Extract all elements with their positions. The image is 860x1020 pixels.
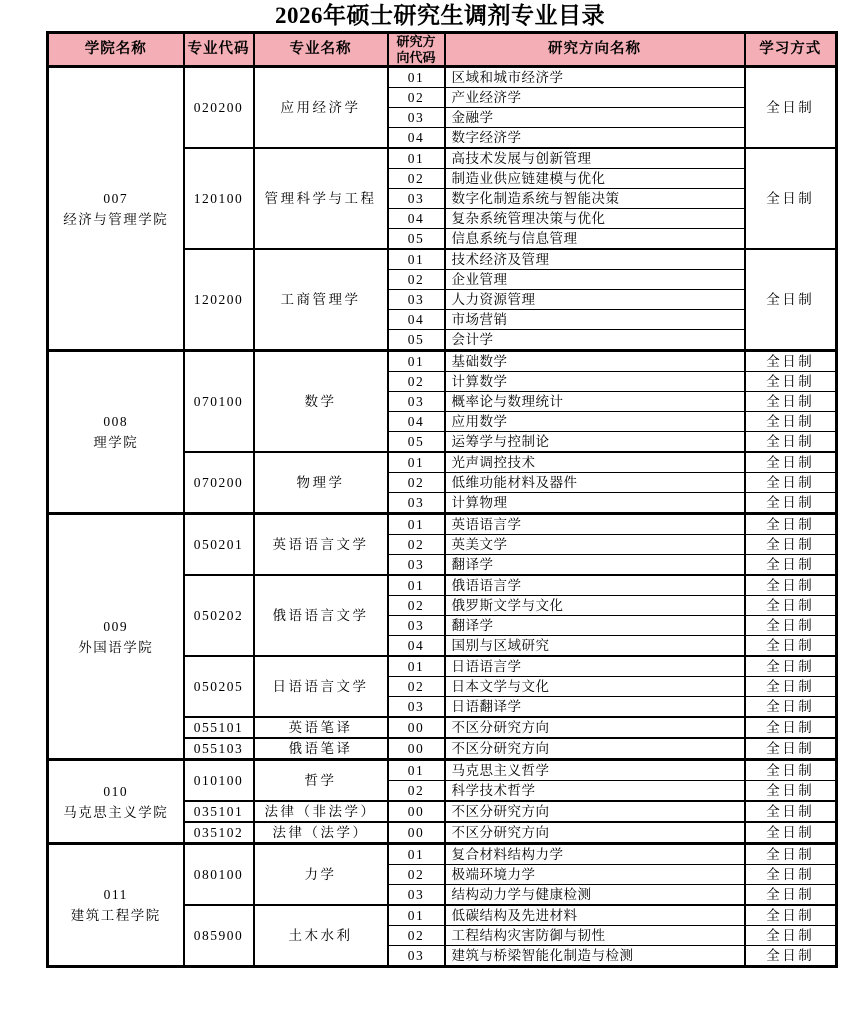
table-row: [48, 844, 837, 865]
major-name-cell: 俄语笔译: [254, 738, 388, 760]
study-mode-cell: 全日制: [745, 717, 837, 738]
study-mode-cell: 全日制: [745, 575, 837, 596]
study-mode-cell: 全日制: [745, 392, 837, 412]
direction-name-cell: 极端环境力学: [445, 865, 745, 885]
major-code-cell: 070100: [184, 351, 254, 453]
college-cell: [48, 351, 184, 514]
major-code-cell: 120100: [184, 148, 254, 249]
direction-name-cell: 区域和城市经济学: [445, 67, 745, 88]
major-code-cell: 020200: [184, 67, 254, 149]
study-mode-cell: 全日制: [745, 473, 837, 493]
col-header-college-name: 学院名称: [48, 33, 184, 67]
direction-code-cell: 03: [388, 946, 445, 967]
direction-name-cell: 会计学: [445, 330, 745, 351]
direction-name-cell: 不区分研究方向: [445, 738, 745, 760]
major-code-cell: 080100: [184, 844, 254, 906]
major-code-cell: 035101: [184, 801, 254, 822]
direction-code-cell: 02: [388, 865, 445, 885]
direction-code-cell: 03: [388, 616, 445, 636]
direction-name-cell: 制造业供应链建模与优化: [445, 169, 745, 189]
study-mode-cell: 全日制: [745, 372, 837, 392]
major-code-cell: 085900: [184, 905, 254, 967]
study-mode-cell: 全日制: [745, 67, 837, 149]
study-mode-cell: 全日制: [745, 946, 837, 967]
study-mode-cell: 全日制: [745, 452, 837, 473]
study-mode-cell: 全日制: [745, 493, 837, 514]
major-name-cell: 数学: [254, 351, 388, 453]
direction-code-cell: 03: [388, 885, 445, 906]
direction-code-cell: 05: [388, 432, 445, 453]
direction-code-cell: 03: [388, 189, 445, 209]
direction-name-cell: 光声调控技术: [445, 452, 745, 473]
major-name-cell: 土木水利: [254, 905, 388, 967]
direction-name-cell: 日语翻译学: [445, 697, 745, 718]
study-mode-cell: 全日制: [745, 844, 837, 865]
major-name-cell: 法律（法学）: [254, 822, 388, 844]
direction-code-cell: 00: [388, 801, 445, 822]
direction-name-cell: 翻译学: [445, 555, 745, 576]
study-mode-cell: 全日制: [745, 432, 837, 453]
direction-code-cell: 03: [388, 697, 445, 718]
major-code-cell: 120200: [184, 249, 254, 351]
study-mode-cell: 全日制: [745, 535, 837, 555]
direction-code-cell: 02: [388, 781, 445, 802]
col-header-major-name: 专业名称: [254, 33, 388, 67]
direction-code-cell: 01: [388, 844, 445, 865]
direction-name-cell: 技术经济及管理: [445, 249, 745, 270]
study-mode-cell: 全日制: [745, 596, 837, 616]
study-mode-cell: 全日制: [745, 926, 837, 946]
direction-code-cell: 01: [388, 514, 445, 535]
direction-code-cell: 02: [388, 169, 445, 189]
college-name: 马克思主义学院: [63, 804, 169, 820]
direction-code-cell: 03: [388, 555, 445, 576]
direction-name-cell: 计算数学: [445, 372, 745, 392]
study-mode-cell: 全日制: [745, 351, 837, 372]
col-header-direction-name: 研究方向名称: [445, 33, 745, 67]
major-name-cell: 管理科学与工程: [254, 148, 388, 249]
major-name-cell: 英语笔译: [254, 717, 388, 738]
direction-code-cell: 03: [388, 108, 445, 128]
major-name-cell: 英语语言文学: [254, 514, 388, 576]
direction-code-cell: 00: [388, 738, 445, 760]
major-name-cell: 力学: [254, 844, 388, 906]
direction-name-cell: 运筹学与控制论: [445, 432, 745, 453]
direction-code-cell: 02: [388, 270, 445, 290]
study-mode-cell: 全日制: [745, 514, 837, 535]
direction-name-cell: 结构动力学与健康检测: [445, 885, 745, 906]
direction-code-cell: 03: [388, 493, 445, 514]
direction-name-cell: 不区分研究方向: [445, 822, 745, 844]
major-code-cell: 050205: [184, 656, 254, 717]
study-mode-cell: 全日制: [745, 148, 837, 249]
study-mode-cell: 全日制: [745, 781, 837, 802]
major-code-cell: 050201: [184, 514, 254, 576]
college-cell: [48, 844, 184, 967]
direction-code-cell: 02: [388, 926, 445, 946]
direction-name-cell: 科学技术哲学: [445, 781, 745, 802]
college-code: 007: [103, 190, 129, 206]
direction-code-cell: 04: [388, 310, 445, 330]
study-mode-cell: 全日制: [745, 822, 837, 844]
direction-code-cell: 01: [388, 656, 445, 677]
table-row: [48, 67, 837, 88]
direction-name-cell: 金融学: [445, 108, 745, 128]
study-mode-cell: 全日制: [745, 738, 837, 760]
direction-name-cell: 数字经济学: [445, 128, 745, 149]
study-mode-cell: 全日制: [745, 697, 837, 718]
direction-name-cell: 不区分研究方向: [445, 801, 745, 822]
table-row: [48, 351, 837, 372]
college-cell: [48, 760, 184, 844]
table-row: [48, 514, 837, 535]
col-header-study-mode: 学习方式: [745, 33, 837, 67]
direction-code-cell: 02: [388, 596, 445, 616]
direction-code-cell: 00: [388, 717, 445, 738]
table-row: [48, 760, 837, 781]
direction-name-cell: 概率论与数理统计: [445, 392, 745, 412]
college-name: 经济与管理学院: [63, 211, 169, 227]
direction-code-cell: 03: [388, 392, 445, 412]
direction-name-cell: 建筑与桥梁智能化制造与检测: [445, 946, 745, 967]
direction-name-cell: 工程结构灾害防御与韧性: [445, 926, 745, 946]
direction-name-cell: 俄语语言学: [445, 575, 745, 596]
major-code-cell: 035102: [184, 822, 254, 844]
major-name-cell: 法律（非法学）: [254, 801, 388, 822]
direction-code-cell: 04: [388, 128, 445, 149]
direction-code-cell: 04: [388, 412, 445, 432]
major-code-cell: 055101: [184, 717, 254, 738]
table-body: [48, 67, 837, 967]
direction-name-cell: 高技术发展与创新管理: [445, 148, 745, 169]
direction-name-cell: 数字化制造系统与智能决策: [445, 189, 745, 209]
direction-name-cell: 俄罗斯文学与文化: [445, 596, 745, 616]
college-cell: [48, 67, 184, 351]
direction-name-cell: 信息系统与信息管理: [445, 229, 745, 250]
study-mode-cell: 全日制: [745, 636, 837, 657]
direction-name-cell: 不区分研究方向: [445, 717, 745, 738]
direction-name-cell: 复合材料结构力学: [445, 844, 745, 865]
direction-code-cell: 05: [388, 330, 445, 351]
direction-code-cell: 02: [388, 473, 445, 493]
direction-code-cell: 01: [388, 575, 445, 596]
table-header: [48, 33, 837, 67]
direction-name-cell: 马克思主义哲学: [445, 760, 745, 781]
direction-name-cell: 低维功能材料及器件: [445, 473, 745, 493]
page-title: 2026年硕士研究生调剂专业目录: [275, 3, 605, 28]
major-code-cell: 010100: [184, 760, 254, 802]
study-mode-cell: 全日制: [745, 616, 837, 636]
study-mode-cell: 全日制: [745, 656, 837, 677]
direction-code-cell: 01: [388, 249, 445, 270]
college-code: 009: [103, 618, 129, 634]
direction-name-cell: 应用数学: [445, 412, 745, 432]
direction-name-cell: 日语语言学: [445, 656, 745, 677]
direction-code-cell: 01: [388, 148, 445, 169]
direction-code-cell: 01: [388, 452, 445, 473]
direction-name-cell: 企业管理: [445, 270, 745, 290]
direction-code-cell: 02: [388, 88, 445, 108]
study-mode-cell: 全日制: [745, 412, 837, 432]
study-mode-cell: 全日制: [745, 677, 837, 697]
college-name: 理学院: [93, 435, 139, 451]
direction-code-cell: 03: [388, 290, 445, 310]
college-code: 010: [103, 783, 129, 799]
major-name-cell: 应用经济学: [254, 67, 388, 149]
study-mode-cell: 全日制: [745, 760, 837, 781]
college-code: 011: [103, 887, 128, 903]
direction-name-cell: 翻译学: [445, 616, 745, 636]
direction-name-cell: 市场营销: [445, 310, 745, 330]
direction-name-cell: 低碳结构及先进材料: [445, 905, 745, 926]
direction-name-cell: 国别与区域研究: [445, 636, 745, 657]
college-name: 外国语学院: [78, 639, 154, 655]
direction-name-cell: 基础数学: [445, 351, 745, 372]
study-mode-cell: 全日制: [745, 905, 837, 926]
direction-code-cell: 01: [388, 760, 445, 781]
major-code-cell: 055103: [184, 738, 254, 760]
study-mode-cell: 全日制: [745, 885, 837, 906]
direction-code-cell: 02: [388, 677, 445, 697]
major-name-cell: 俄语语言文学: [254, 575, 388, 656]
direction-name-cell: 计算物理: [445, 493, 745, 514]
direction-code-cell: 01: [388, 351, 445, 372]
major-name-cell: 工商管理学: [254, 249, 388, 351]
adjustment-catalog-table: [46, 31, 838, 968]
direction-code-cell: 02: [388, 535, 445, 555]
direction-code-cell: 00: [388, 822, 445, 844]
col-header-major-code: 专业代码: [184, 33, 254, 67]
college-code: 008: [103, 414, 129, 430]
direction-code-cell: 05: [388, 229, 445, 250]
college-name: 建筑工程学院: [70, 908, 161, 924]
direction-code-cell: 04: [388, 209, 445, 229]
direction-code-cell: 01: [388, 67, 445, 88]
major-name-cell: 物理学: [254, 452, 388, 514]
direction-code-cell: 02: [388, 372, 445, 392]
col-header-direction-code: 研究方向代码: [388, 33, 445, 67]
header-row: [48, 33, 837, 67]
direction-name-cell: 人力资源管理: [445, 290, 745, 310]
major-code-cell: 050202: [184, 575, 254, 656]
major-code-cell: 070200: [184, 452, 254, 514]
study-mode-cell: 全日制: [745, 249, 837, 351]
study-mode-cell: 全日制: [745, 555, 837, 576]
study-mode-cell: 全日制: [745, 801, 837, 822]
college-cell: [48, 514, 184, 760]
direction-name-cell: 复杂系统管理决策与优化: [445, 209, 745, 229]
major-name-cell: 哲学: [254, 760, 388, 802]
study-mode-cell: 全日制: [745, 865, 837, 885]
direction-code-cell: 01: [388, 905, 445, 926]
direction-name-cell: 英语语言学: [445, 514, 745, 535]
direction-code-cell: 04: [388, 636, 445, 657]
direction-name-cell: 日本文学与文化: [445, 677, 745, 697]
major-name-cell: 日语语言文学: [254, 656, 388, 717]
direction-name-cell: 英美文学: [445, 535, 745, 555]
direction-name-cell: 产业经济学: [445, 88, 745, 108]
